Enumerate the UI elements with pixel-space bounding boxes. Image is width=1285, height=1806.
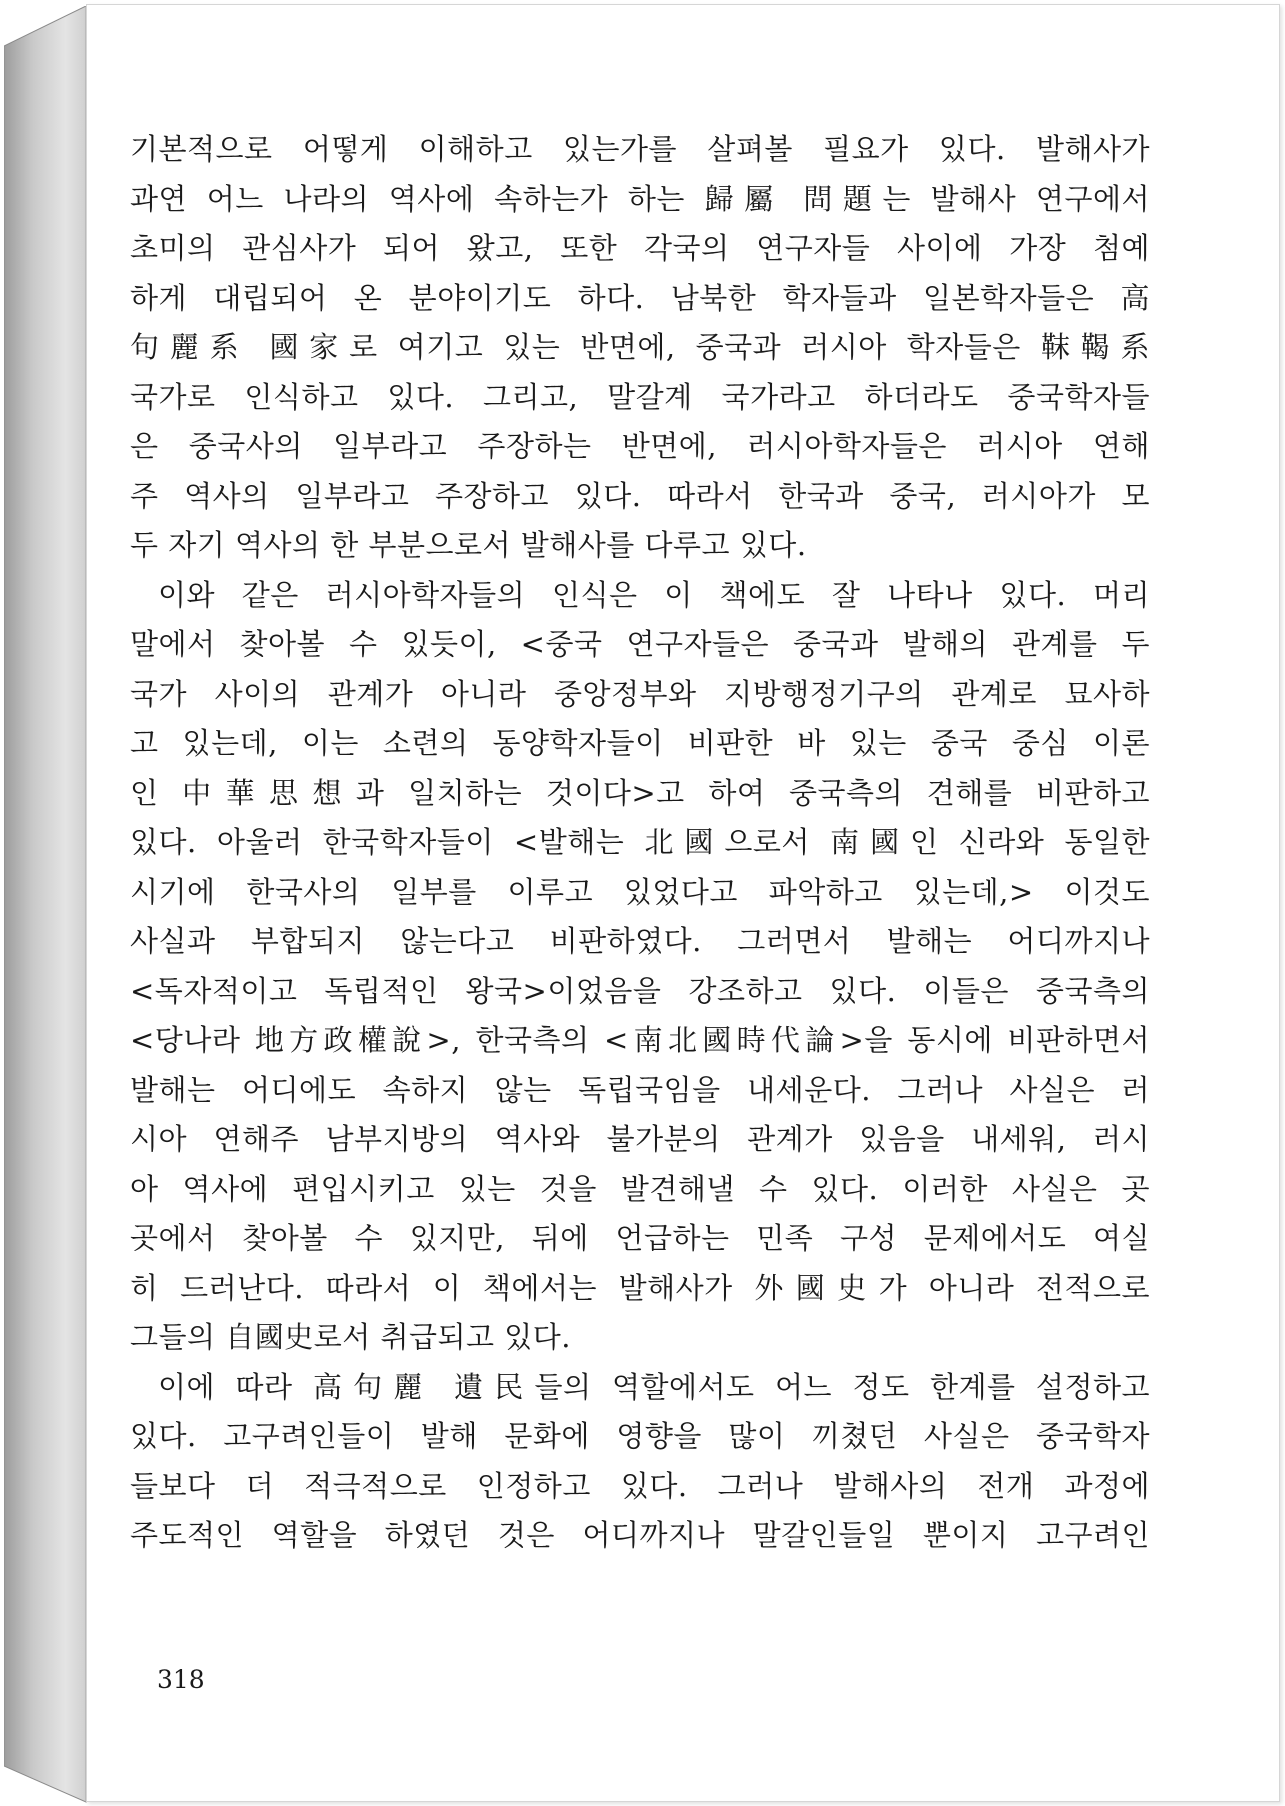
text-line: 이와 같은 러시아학자들의 인식은 이 책에도 잘 나타나 있다. 머리: [158, 577, 1150, 612]
text-line: 히 드러난다. 따라서 이 책에서는 발해사가 外國史가 아니라 전적으로: [130, 1270, 1150, 1305]
text-line: 시아 연해주 남부지방의 역사와 불가분의 관계가 있음을 내세워, 러시: [130, 1122, 1150, 1156]
text-line: 은 중국사의 일부라고 주장하는 반면에, 러시아학자들은 러시아 연해: [130, 429, 1150, 463]
page-number: 318: [157, 1665, 205, 1694]
text-line: 아 역사에 편입시키고 있는 것을 발견해낼 수 있다. 이러한 사실은 곳: [130, 1171, 1150, 1206]
text-line: 기본적으로 어떻게 이해하고 있는가를 살펴볼 필요가 있다. 발해사가: [130, 132, 1150, 166]
text-line: <당나라 地方政權說>, 한국측의 <南北國時代論>을 동시에 비판하면서: [130, 1023, 1150, 1057]
text-line: 고 있는데, 이는 소련의 동양학자들이 비판한 바 있는 중국 중심 이론: [130, 726, 1150, 760]
text-line: <독자적이고 독립적인 왕국>이었음을 강조하고 있다. 이들은 중국측의: [130, 973, 1150, 1008]
text-line: 있다. 고구려인들이 발해 문화에 영향을 많이 끼쳤던 사실은 중국학자: [130, 1419, 1150, 1453]
book-spine-graphic: [4, 6, 90, 1806]
text-line: 인 中華思想과 일치하는 것이다>고 하여 중국측의 견해를 비판하고: [130, 775, 1150, 810]
text-line: 국가로 인식하고 있다. 그리고, 말갈계 국가라고 하더라도 중국학자들: [130, 379, 1150, 414]
text-line: 국가 사이의 관계가 아니라 중앙정부와 지방행정기구의 관계로 묘사하: [130, 676, 1150, 711]
text-line: 곳에서 찾아볼 수 있지만, 뒤에 언급하는 민족 구성 문제에서도 여실: [130, 1221, 1150, 1255]
page-body-text: [130, 125, 1150, 1561]
text-line: 句麗系 國家로 여기고 있는 반면에, 중국과 러시아 학자들은 靺鞨系: [130, 330, 1150, 364]
text-line: 초미의 관심사가 되어 왔고, 또한 각국의 연구자들 사이에 가장 첨예: [130, 231, 1150, 265]
text-line: 시기에 한국사의 일부를 이루고 있었다고 파악하고 있는데,> 이것도: [130, 874, 1150, 909]
text-line: 발해는 어디에도 속하지 않는 독립국임을 내세운다. 그러나 사실은 러: [130, 1072, 1150, 1107]
text-line: 주도적인 역할을 하였던 것은 어디까지나 말갈인들일 뿐이지 고구려인: [130, 1518, 1150, 1552]
text-line: 이에 따라 高句麗 遺民들의 역할에서도 어느 정도 한계를 설정하고: [158, 1369, 1150, 1404]
text-line: 두 자기 역사의 한 부분으로서 발해사를 다루고 있다.: [130, 528, 807, 562]
text-line: 그들의 自國史로서 취급되고 있다.: [130, 1320, 572, 1354]
text-line: 하게 대립되어 온 분야이기도 하다. 남북한 학자들과 일본학자들은 高: [130, 280, 1150, 315]
text-line: 있다. 아울러 한국학자들이 <발해는 北國으로서 南國인 신라와 동일한: [130, 825, 1150, 859]
text-line: 들보다 더 적극적으로 인정하고 있다. 그러나 발해사의 전개 과정에: [130, 1468, 1150, 1503]
text-line: 사실과 부합되지 않는다고 비판하였다. 그러면서 발해는 어디까지나: [130, 924, 1150, 958]
text-line: 말에서 찾아볼 수 있듯이, <중국 연구자들은 중국과 발해의 관계를 두: [130, 627, 1150, 661]
text-line: 주 역사의 일부라고 주장하고 있다. 따라서 한국과 중국, 러시아가 모: [130, 478, 1150, 513]
text-line: 과연 어느 나라의 역사에 속하는가 하는 歸屬 問題는 발해사 연구에서: [130, 181, 1150, 216]
